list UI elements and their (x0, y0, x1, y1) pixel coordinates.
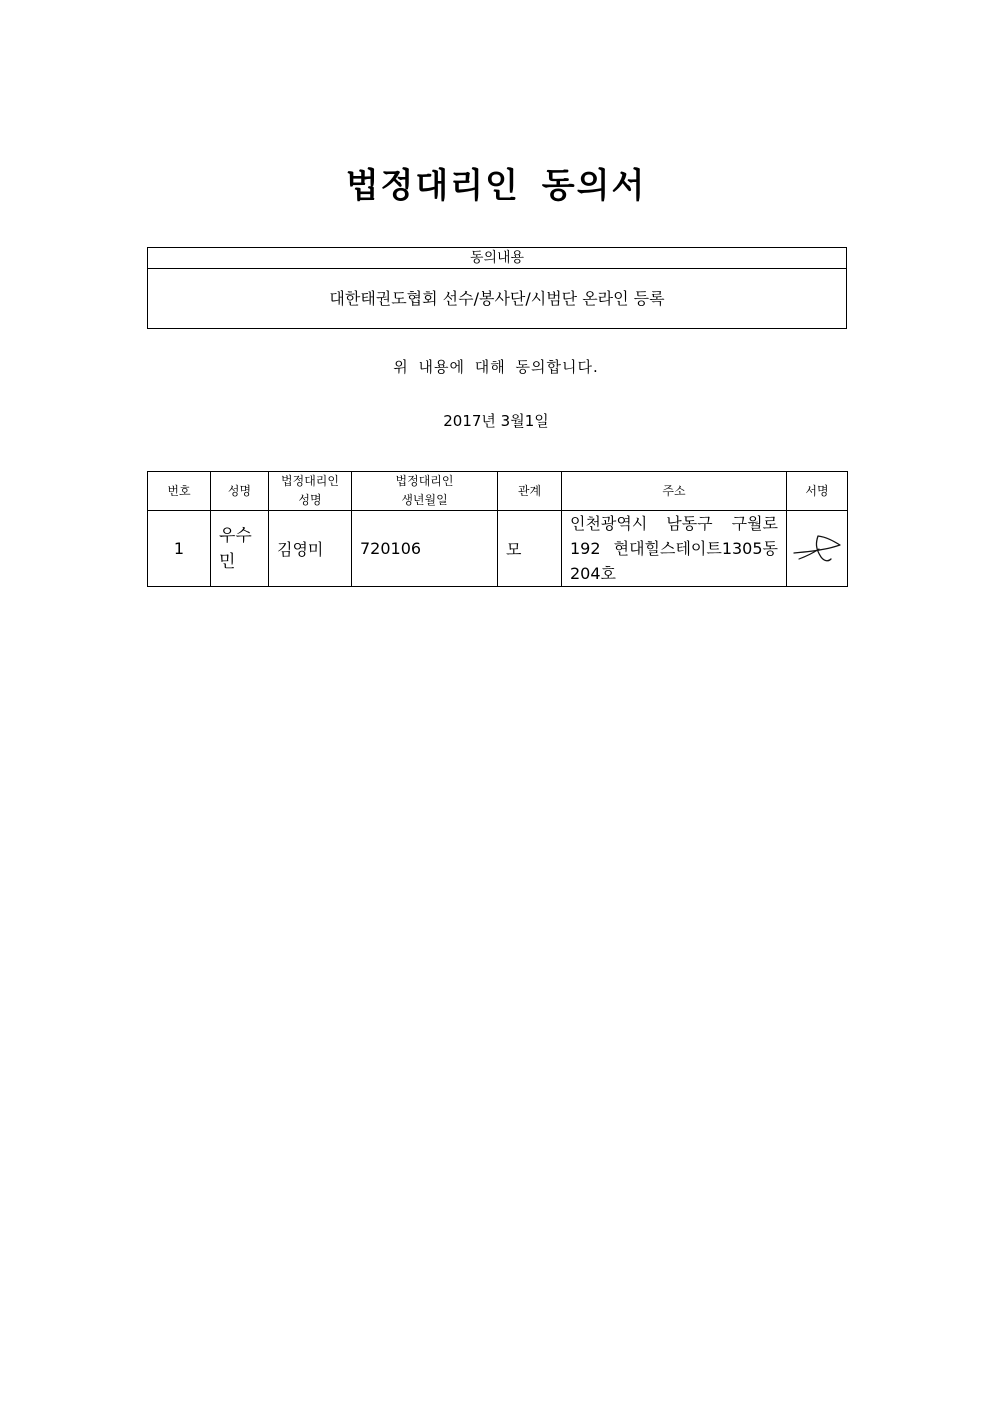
agree-statement: 위 내용에 대해 동의합니다. (393, 358, 599, 376)
header-guardian-birth (352, 472, 498, 511)
header-address: 주소 (562, 472, 787, 511)
table-row (148, 511, 848, 587)
header-relation: 관계 (498, 472, 562, 511)
header-name: 성명 (211, 472, 269, 511)
header-guardian-name-line1: 법정대리인 (281, 474, 339, 488)
cell-guardian-birth: 720106 (352, 511, 498, 587)
cell-signature (787, 511, 848, 587)
header-signature: 서명 (787, 472, 848, 511)
table-header-row (148, 472, 848, 511)
header-guardian-birth-line2: 생년월일 (401, 493, 448, 507)
consent-content: 대한태권도협회 선수/봉사단/시범단 온라인 등록 (329, 289, 665, 308)
cell-name: 우수민 (211, 511, 269, 587)
header-guardian-name-line2: 성명 (298, 493, 322, 507)
consent-header: 동의내용 (148, 248, 846, 269)
cell-guardian-name: 김영미 (269, 511, 352, 587)
guardian-table (147, 471, 848, 587)
header-number: 번호 (148, 472, 211, 511)
signature-wrap (787, 534, 847, 564)
signature-icon (791, 534, 843, 564)
document-title: 법정대리인 동의서 (345, 166, 647, 206)
header-guardian-name (269, 472, 352, 511)
consent-box (147, 247, 847, 329)
cell-relation: 모 (498, 511, 562, 587)
document-date: 2017년 3월1일 (443, 412, 549, 430)
cell-number: 1 (148, 511, 211, 587)
header-guardian-birth-line1: 법정대리인 (395, 474, 454, 488)
cell-address: 인천광역시 남동구 구월로 192 현대힐스테이트1305동 204호 (562, 511, 787, 587)
